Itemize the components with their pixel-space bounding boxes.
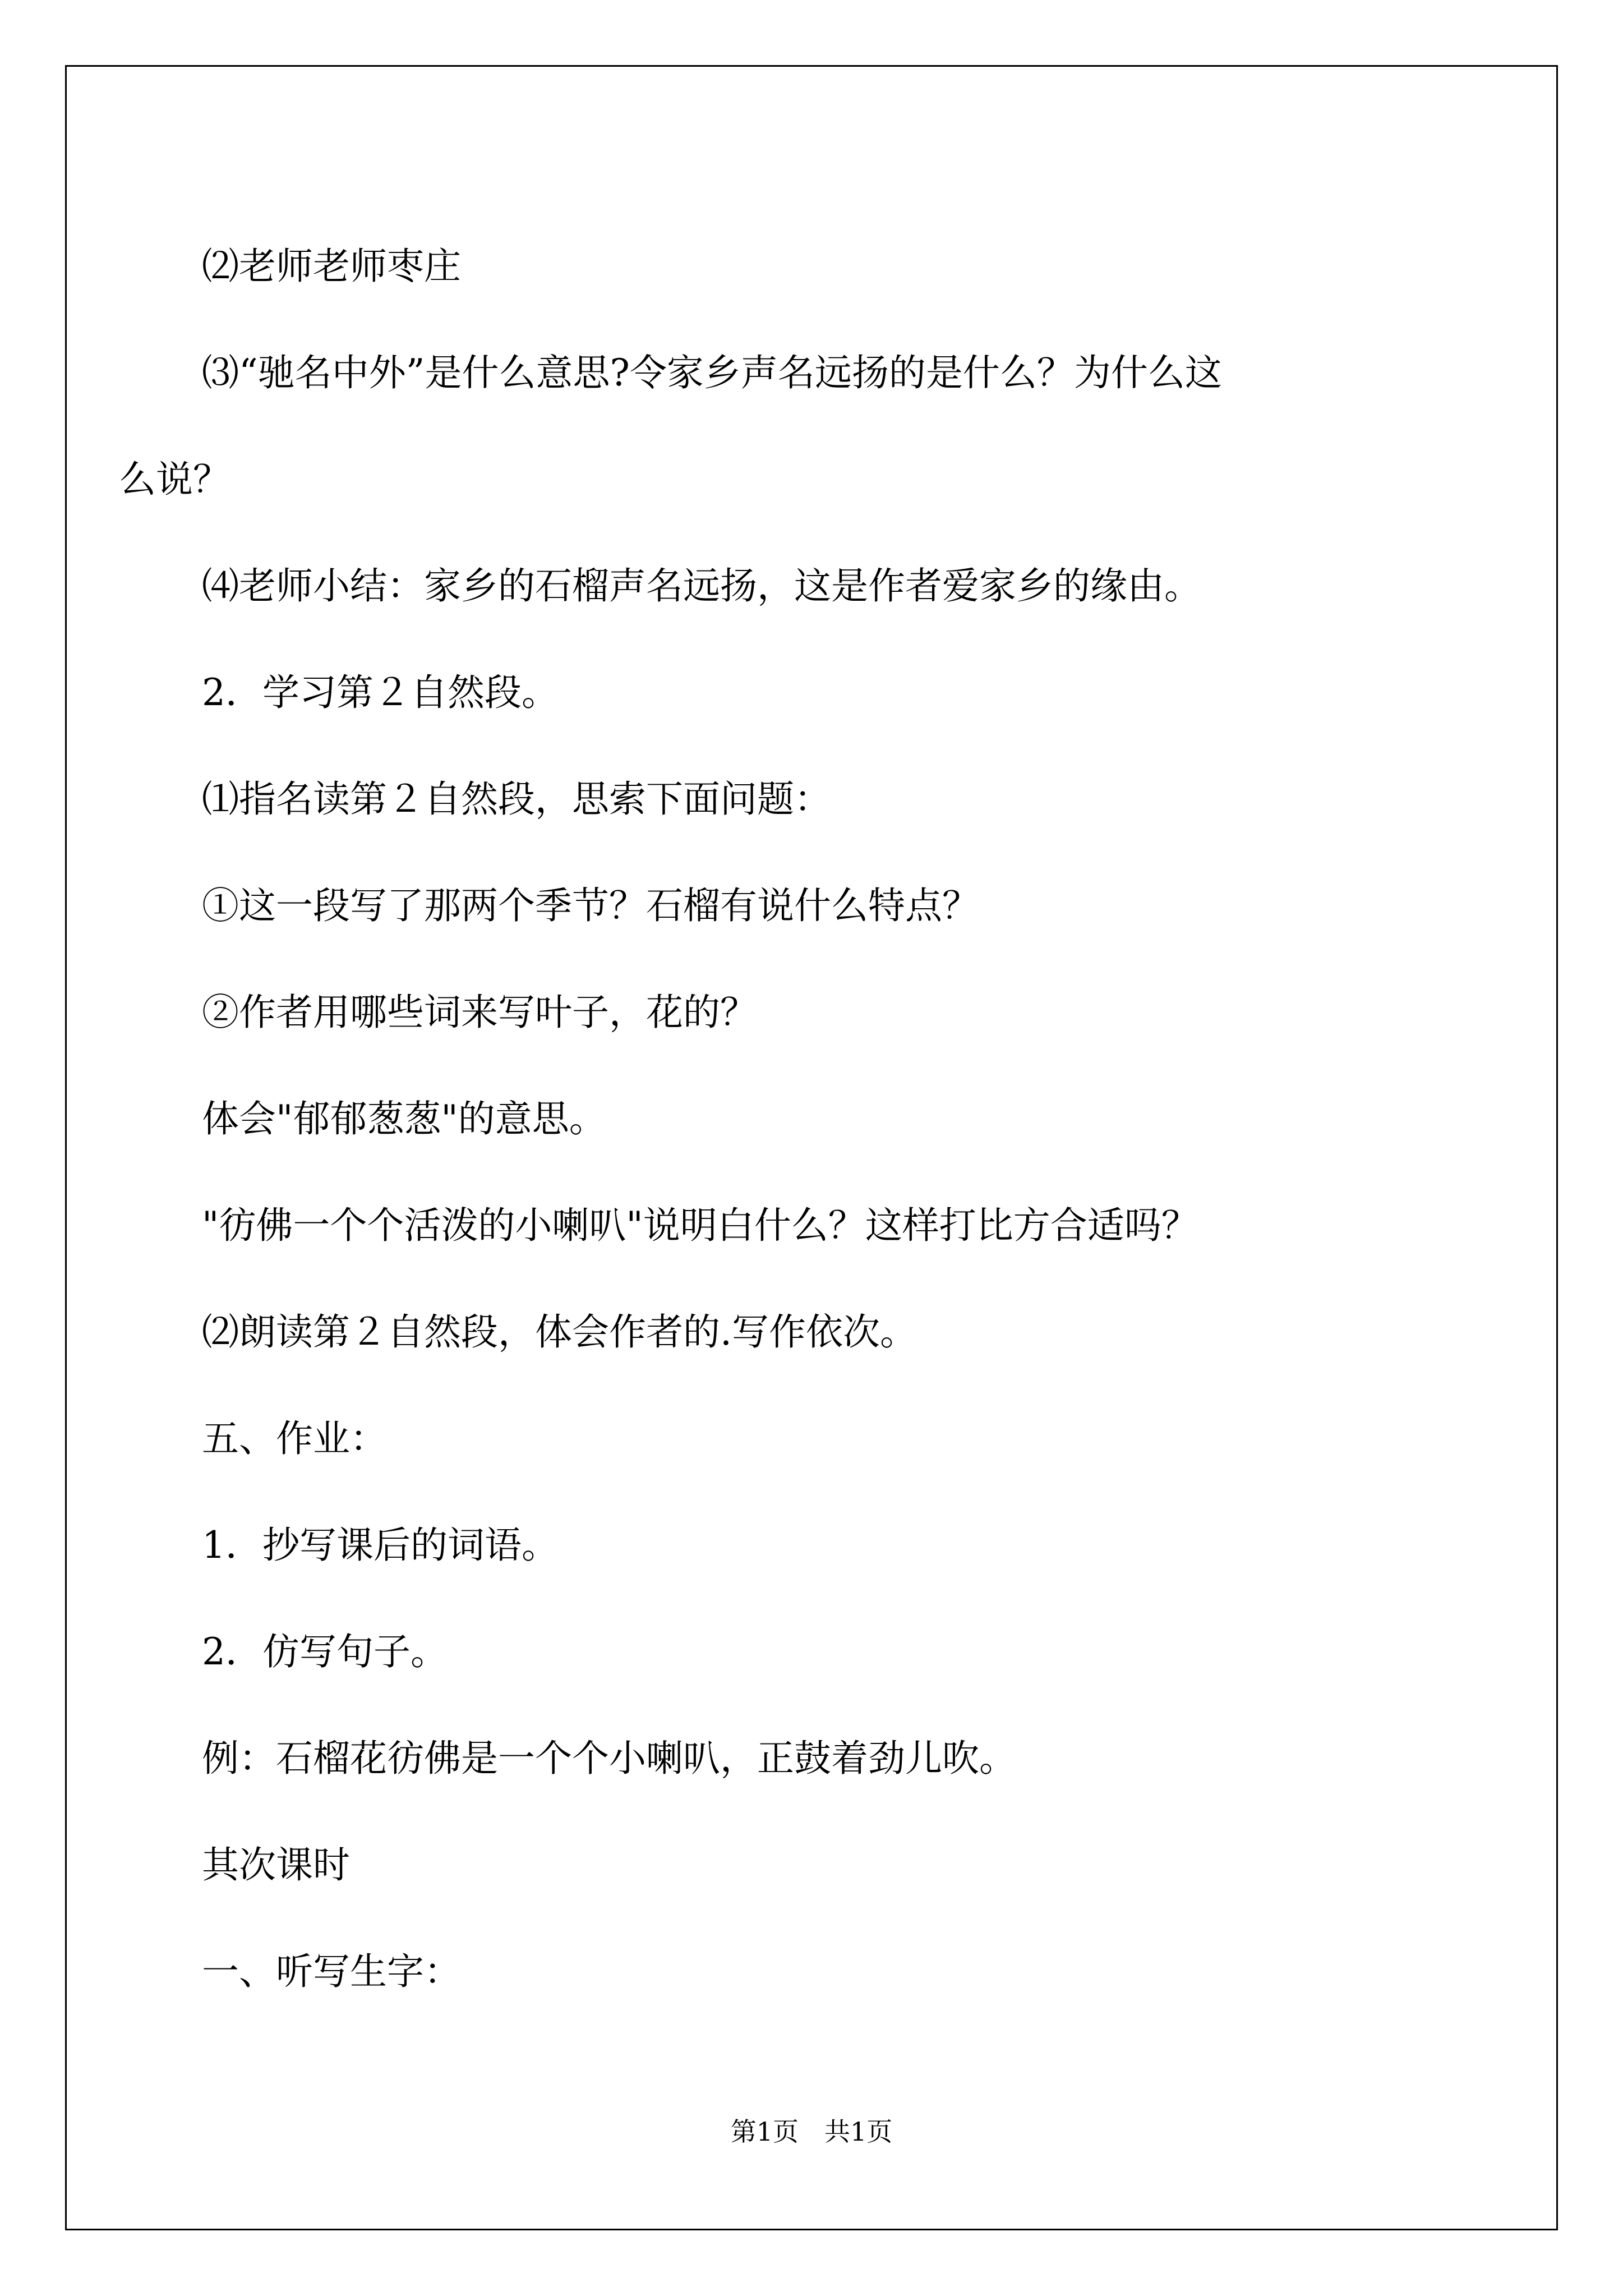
paragraph: 例：石榴花彷佛是一个个小喇叭，正鼓着劲儿吹。 [202, 1737, 1016, 1780]
paragraph: ⑵老师老师枣庄 [202, 245, 461, 288]
section-heading: 其次课时 [202, 1843, 350, 1887]
paragraph-wrapped [119, 320, 1436, 533]
paragraph: 2．学习第２自然段。 [202, 671, 559, 714]
paragraph: 2．仿写句子。 [202, 1630, 448, 1673]
paragraph: "彷佛一个个活泼的小喇叭"说明白什么？这样打比方合适吗？ [202, 1204, 1198, 1247]
paragraph-line: ⑶“驰名中外”是什么意思?令家乡声名远扬的是什么？为什么这 [202, 351, 1222, 394]
section-heading: 一、听写生字： [202, 1950, 461, 1993]
paragraph: ⑵朗读第２自然段，体会作者的.写作依次。 [202, 1310, 917, 1354]
paragraph-line-continued: 么说？ [119, 458, 230, 501]
document-body [119, 213, 1436, 2025]
paragraph: ①这一段写了那两个季节？石榴有说什么特点？ [202, 884, 979, 927]
paragraph: ⑷老师小结：家乡的石榴声名远扬，这是作者爱家乡的缘由。 [202, 564, 1201, 608]
paragraph: ②作者用哪些词来写叶子，花的？ [202, 991, 757, 1034]
paragraph: 体会"郁郁葱葱"的意思。 [202, 1097, 606, 1140]
section-heading: 五、作业： [202, 1417, 387, 1460]
paragraph: ⑴指名读第２自然段，思索下面问题： [202, 777, 831, 821]
page-footer: 第1页 共1页 [730, 2116, 893, 2147]
paragraph: 1．抄写课后的词语。 [202, 1524, 559, 1567]
